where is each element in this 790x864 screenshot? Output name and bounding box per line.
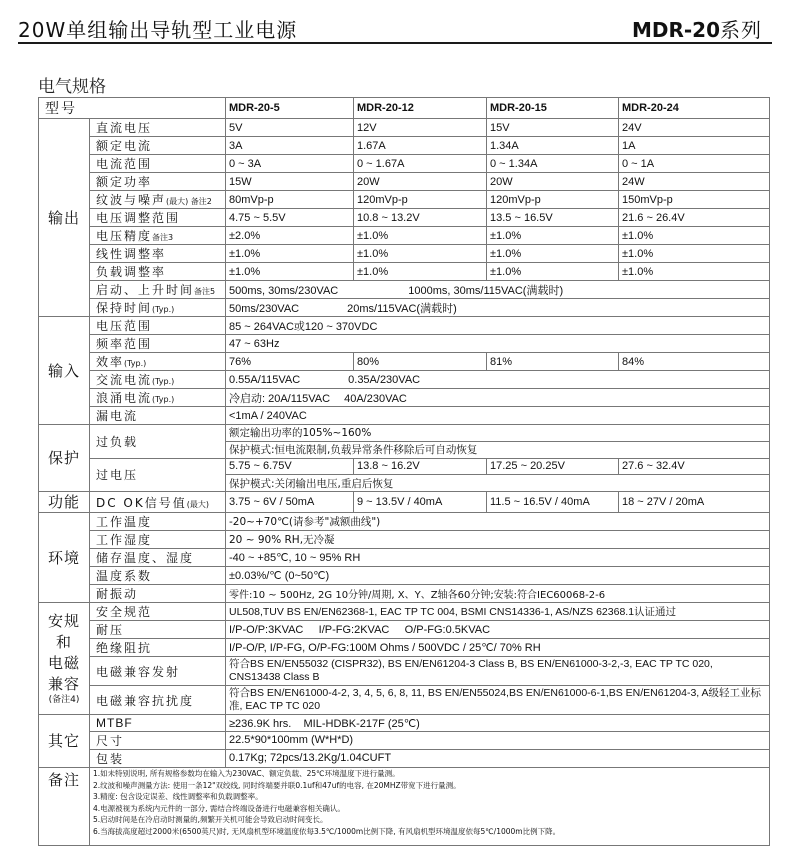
output-row [39,119,770,137]
value-cell: 4.75 ~ 5.5V [226,209,354,227]
value-cell: 20W [487,173,619,191]
group-notes: 备注 [39,767,90,845]
row-label: 工作湿度 [90,531,226,549]
row-label: 额定功率 [90,173,226,191]
value-cell: ±1.0% [619,245,770,263]
row-label: 频率范围 [90,335,226,353]
row-label-note: (Typ.) [152,395,175,404]
row-label-note: (Typ.) [152,377,175,386]
row-label [90,299,226,317]
value-cell: 81% [487,353,619,371]
row-label: 电磁兼容发射 [90,657,226,686]
row-label-text: 浪涌电流 [96,391,153,405]
value-cell: 符合BS EN/EN55032 (CISPR32), BS EN/EN61204-3 Class B, BS EN/EN61000-3-2,-3, EAC TP TC 020, CNS13438 Class B [226,657,770,686]
value-cell: 9 ~ 13.5V / 40mA [354,492,487,513]
value-cell: ≥236.9K hrs. MIL-HDBK-217F (25℃) [226,715,770,732]
output-row [39,245,770,263]
others-row [39,749,770,767]
value-cell: ±1.0% [487,245,619,263]
group-line: 安规和 [47,612,80,652]
safety-row [39,639,770,657]
row-label: 安全规范 [90,603,226,621]
value-cell: 80% [354,353,487,371]
value-cell: ±1.0% [354,263,487,281]
row-label [90,371,226,389]
input-row [39,389,770,407]
value-part: 50ms/230VAC [229,302,300,315]
safety-row [39,621,770,639]
value-cell: 80mVp-p [226,191,354,209]
value-cell: 1.67A [354,137,487,155]
environment-row [39,585,770,603]
value-cell: 0 ~ 1A [619,155,770,173]
note-line: 2.纹波和噪声测量方法: 使用一条12"双绞线, 同时终端要并联0.1uf和47uf的电容, 在20MHZ带宽下进行量测。 [93,780,461,790]
output-row [39,227,770,245]
output-row [39,137,770,155]
group-others: 其它 [39,715,90,768]
row-label: 耐压 [90,621,226,639]
row-label-text: 启动、上升时间 [96,283,195,297]
safety-row [39,657,770,686]
document-header [0,0,790,50]
function-row [39,492,770,513]
group-protection: 保护 [39,425,90,492]
protection-row [39,458,770,475]
input-row [39,353,770,371]
value-cell: 10.8 ~ 13.2V [354,209,487,227]
environment-row [39,513,770,531]
row-label: MTBF [90,715,226,732]
value-cell: 0.17Kg; 72pcs/13.2Kg/1.04CUFT [226,749,770,767]
value-cell: 15W [226,173,354,191]
group-line: 电磁 [47,654,80,673]
value-cell: 0 ~ 1.34A [487,155,619,173]
model-label: 型号 [39,98,226,119]
value-cell: 24V [619,119,770,137]
value-cell: 24W [619,173,770,191]
value-cell: ±1.0% [226,245,354,263]
output-rise-row [39,281,770,299]
row-label: 电流范围 [90,155,226,173]
value-cell: ±2.0% [226,227,354,245]
value-cell: 保护模式:恒电流限制,负载异常条件移除后可自动恢复 [226,441,770,458]
model-cell: MDR-20-15 [487,98,619,119]
row-label: 储存温度、湿度 [90,549,226,567]
value-part: 0.35A/230VAC [348,373,421,386]
row-label-text: DC OK信号值 [96,495,187,510]
output-row [39,155,770,173]
value-cell: 5.75 ~ 6.75V [226,458,354,475]
row-label: 直流电压 [90,119,226,137]
row-label: 电压范围 [90,317,226,335]
value-cell: 额定输出功率的105%~160% [226,425,770,442]
row-label: 尺寸 [90,731,226,749]
value-cell: 5V [226,119,354,137]
others-row [39,715,770,732]
row-label-text: 电压精度 [96,229,153,243]
row-label [90,227,226,245]
input-row [39,371,770,389]
value-cell: ±1.0% [226,263,354,281]
header-rule [18,42,772,44]
row-label [90,492,226,513]
value-cell: 20W [354,173,487,191]
row-label [90,389,226,407]
model-cell: MDR-20-5 [226,98,354,119]
note-line: 3.精度: 包含设定误差、线性调整率和负载调整率。 [93,792,263,802]
value-cell: 85 ~ 264VAC或120 ~ 370VDC [226,317,770,335]
value-cell [226,299,770,317]
value-cell: ±1.0% [354,245,487,263]
value-cell: 1.34A [487,137,619,155]
value-cell: 13.5 ~ 16.5V [487,209,619,227]
value-part: 冷启动: 20A/115VAC [229,392,331,405]
value-cell: 120mVp-p [487,191,619,209]
group-note: (备注4) [48,695,80,706]
note-line: 6.当海拔高度超过2000米(6500英尺)时, 无风扇机型环境温度依每3.5℃/1000m比例下降, 有风扇机型环境温度依每5℃/1000m比例下降。 [93,826,561,836]
row-label: 电磁兼容抗扰度 [90,686,226,715]
output-row [39,263,770,281]
value-part: 500ms, 30ms/230VAC [229,284,339,297]
group-line: 兼容 [47,675,80,694]
row-label-text: 纹波与噪声 [96,193,167,207]
input-row [39,317,770,335]
row-label: 包装 [90,749,226,767]
value-cell: UL508,TUV BS EN/EN62368-1, EAC TP TC 004, BSMI CNS14336-1, AS/NZS 62368.1认证通过 [226,603,770,621]
series-model: MDR-20 [631,18,720,42]
row-label: 绝缘阻抗 [90,639,226,657]
series-title [632,14,762,43]
row-label [90,191,226,209]
group-function: 功能 [39,492,90,513]
value-cell: 21.6 ~ 26.4V [619,209,770,227]
row-label: 电压调整范围 [90,209,226,227]
value-cell: 22.5*90*100mm (W*H*D) [226,731,770,749]
value-cell: ±0.03%/℃ (0~50℃) [226,567,770,585]
model-cell: MDR-20-12 [354,98,487,119]
model-cell: MDR-20-24 [619,98,770,119]
group-output: 输出 [39,119,90,317]
value-cell: 12V [354,119,487,137]
notes-cell [90,767,770,845]
row-label: 工作温度 [90,513,226,531]
value-cell: 3.75 ~ 6V / 50mA [226,492,354,513]
value-part: 40A/230VAC [344,392,407,405]
value-cell: 18 ~ 27V / 20mA [619,492,770,513]
output-row [39,209,770,227]
value-cell: <1mA / 240VAC [226,407,770,425]
others-row [39,731,770,749]
spec-table [38,97,770,846]
row-label: 负载调整率 [90,263,226,281]
value-part: 20ms/115VAC(满载时) [347,302,457,315]
row-label: 线性调整率 [90,245,226,263]
value-cell: 20 ~ 90% RH,无冷凝 [226,531,770,549]
note-line: 5.启动时间是在冷启动时测量的,频繁开关机可能会导致启动时间变长。 [93,815,328,825]
output-row [39,191,770,209]
value-cell: 84% [619,353,770,371]
safety-row [39,603,770,621]
value-cell: ±1.0% [487,227,619,245]
value-cell: 47 ~ 63Hz [226,335,770,353]
value-part: 1000ms, 30ms/115VAC(满载时) [408,284,564,297]
row-label: 漏电流 [90,407,226,425]
row-label-note: (最大) [186,499,209,509]
value-cell: -20~+70℃(请参考"减额曲线") [226,513,770,531]
note-line: 1.如未特别说明, 所有规格参数均在输入为230VAC、额定负载、25℃环境温度下进行量测。 [93,768,400,778]
group-input: 输入 [39,317,90,425]
note-line: 4.电源被视为系统内元件的一部分, 需结合终端设备进行电磁兼容相关确认。 [93,803,345,813]
value-cell: -40 ~ +85℃, 10 ~ 95% RH [226,549,770,567]
row-label-note: 备注3 [152,233,174,242]
output-row [39,173,770,191]
row-label-note: (Typ.) [124,359,147,368]
value-cell [226,371,770,389]
row-label-text: 交流电流 [96,373,153,387]
protection-row [39,425,770,442]
row-label-note: (Typ.) [152,305,175,314]
row-label-text: 保持时间 [96,301,153,315]
value-cell [226,281,770,299]
value-cell: 零件:10 ~ 500Hz, 2G 10分钟/周期, X、Y、Z轴各60分钟;安装:符合IEC60068-2-6 [226,585,770,603]
product-title: 20W单组输出导轨型工业电源 [18,18,298,42]
input-row [39,335,770,353]
value-cell: 27.6 ~ 32.4V [619,458,770,475]
row-label-note: (最大) 备注2 [166,197,212,206]
row-label [90,281,226,299]
row-label: 温度系数 [90,567,226,585]
value-cell: ±1.0% [354,227,487,245]
value-cell: 76% [226,353,354,371]
value-cell: 150mVp-p [619,191,770,209]
value-part: 0.55A/115VAC [229,373,301,386]
value-cell: 15V [487,119,619,137]
row-label: 额定电流 [90,137,226,155]
section-title: 电气规格 [38,77,106,97]
row-label-text: 效率 [96,355,125,369]
value-cell: 17.25 ~ 20.25V [487,458,619,475]
input-row [39,407,770,425]
value-cell: ±1.0% [487,263,619,281]
value-cell: 保护模式:关闭输出电压,重启后恢复 [226,475,770,492]
output-hold-row [39,299,770,317]
value-cell: 0 ~ 1.67A [354,155,487,173]
value-cell: I/P-O/P:3KVAC I/P-FG:2KVAC O/P-FG:0.5KVAC [226,621,770,639]
environment-row [39,549,770,567]
value-cell: 0 ~ 3A [226,155,354,173]
row-label: 过负载 [90,425,226,459]
value-cell: ±1.0% [619,227,770,245]
notes-row [39,767,770,845]
value-cell [226,389,770,407]
value-cell: 11.5 ~ 16.5V / 40mA [487,492,619,513]
environment-row [39,567,770,585]
value-cell: 符合BS EN/EN61000-4-2, 3, 4, 5, 6, 8, 11, BS EN/EN55024,BS EN/EN61000-6-1,BS EN/EN61204-3, A级轻工业标准, EAC TP TC 020 [226,686,770,715]
value-cell: I/P-O/P, I/P-FG, O/P-FG:100M Ohms / 500VDC / 25℃/ 70% RH [226,639,770,657]
row-label-note: 备注5 [194,287,216,296]
group-environment: 环境 [39,513,90,603]
value-cell: 1A [619,137,770,155]
group-safety-emc [39,603,90,715]
series-suffix: 系列 [720,18,762,42]
model-row [39,98,770,119]
value-cell: 3A [226,137,354,155]
value-cell: ±1.0% [619,263,770,281]
row-label: 耐振动 [90,585,226,603]
value-cell: 13.8 ~ 16.2V [354,458,487,475]
row-label: 过电压 [90,458,226,492]
environment-row [39,531,770,549]
row-label [90,353,226,371]
value-cell: 120mVp-p [354,191,487,209]
safety-row [39,686,770,715]
